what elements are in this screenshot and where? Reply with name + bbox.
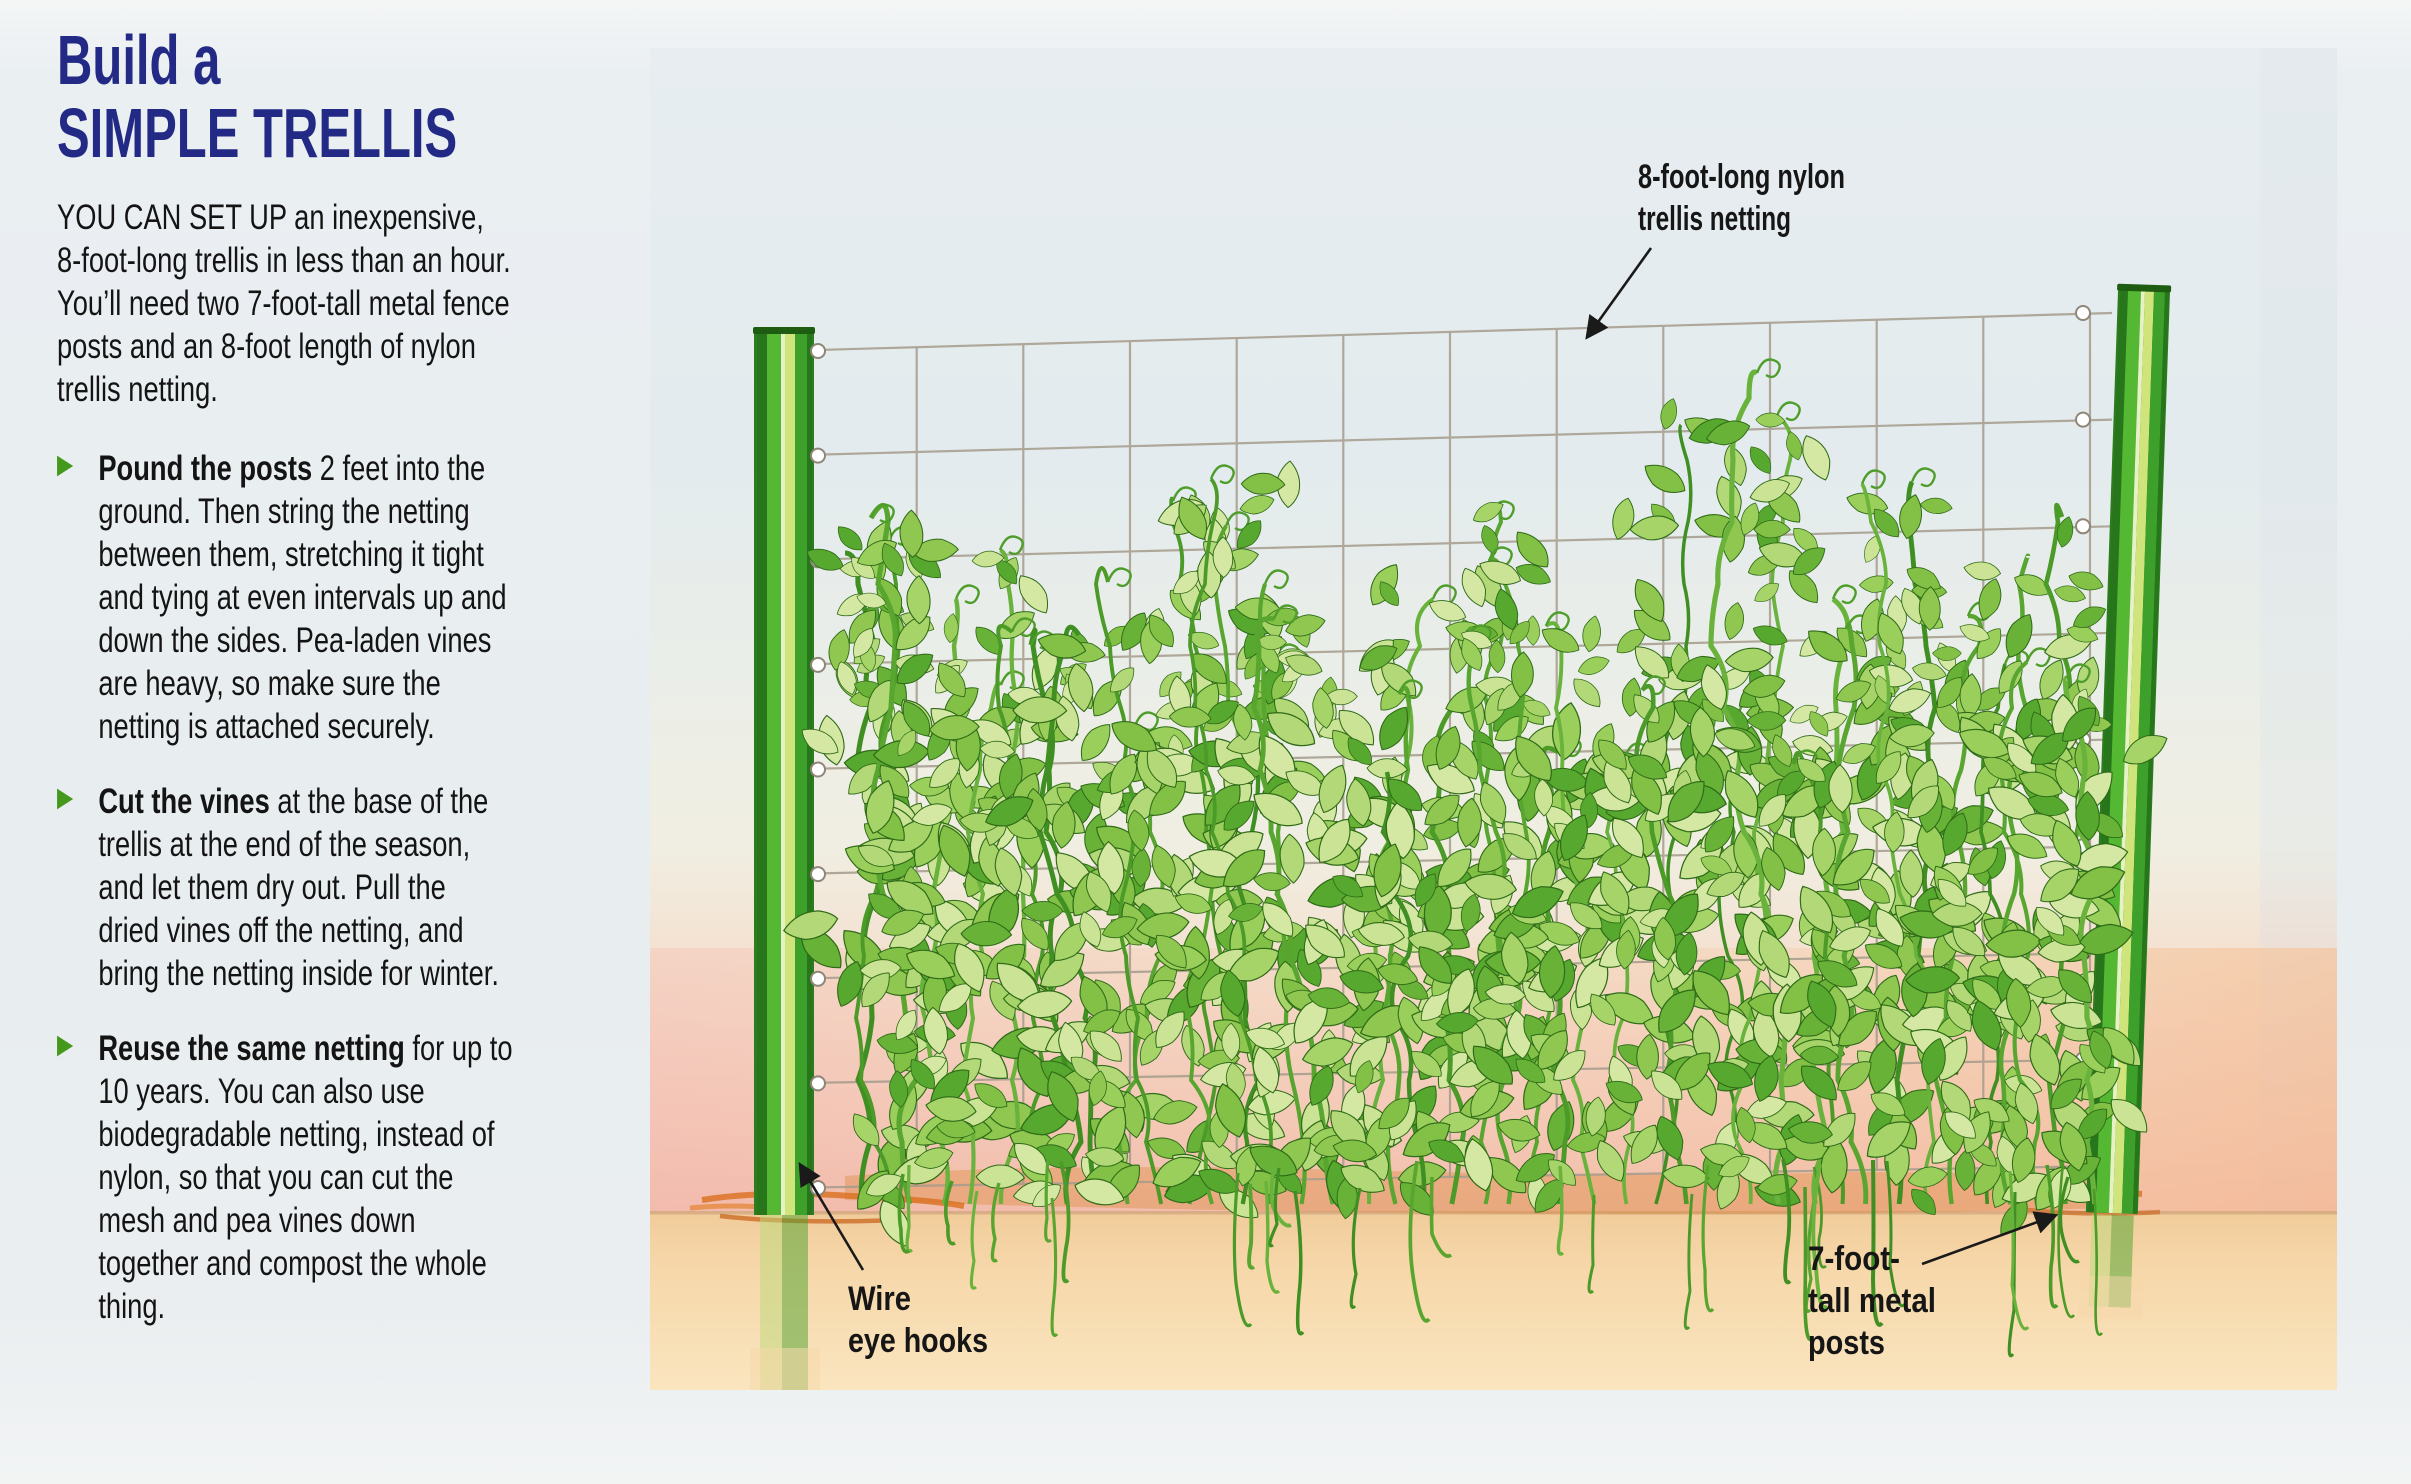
netting-label-line1: 8-foot-long nylon [1638, 158, 1845, 196]
trellis-illustration [650, 48, 2337, 1390]
step-lead: Pound the posts [98, 449, 313, 488]
posts-label-line1: 7-foot- [1808, 1240, 1900, 1278]
bullet-triangle-icon: ▶ [57, 782, 74, 812]
page-title-line2: SIMPLE TRELLIS [57, 94, 458, 172]
step-lead: Reuse the same netting [98, 1029, 405, 1068]
body-text-block [57, 196, 513, 1328]
netting-label-line2: trellis netting [1638, 200, 1791, 238]
step-pound-posts [57, 447, 513, 748]
posts-label-line3: posts [1808, 1324, 1885, 1362]
page-title-line1: Build a [57, 21, 221, 99]
step-lead: Cut the vines [98, 782, 270, 821]
hooks-label-line2: eye hooks [848, 1322, 988, 1360]
step-text: at the base of the trellis at the end of the season, and let them dry out. Pull the dried vines off the netting, and bring the netting inside for winter. [98, 782, 499, 993]
step-text: 2 feet into the ground. Then string the netting between them, stretching it tight and tying at even intervals up and down the sides. Pea-laden vines are heavy, so make sure the netting is attached securely. [98, 449, 507, 746]
step-text: for up to 10 years. You can also use biodegradable netting, instead of nylon, so that you can cut the mesh and pea vines down together and compost the whole thing. [98, 1029, 513, 1326]
posts-label-line2: tall metal [1808, 1282, 1936, 1320]
step-reuse-netting [57, 1027, 513, 1328]
steps-list [57, 447, 513, 1328]
step-cut-vines [57, 780, 513, 995]
bullet-triangle-icon: ▶ [57, 1029, 74, 1059]
intro-paragraph: YOU CAN SET UP an inexpensive, 8-foot-long trellis in less than an hour. You’ll need two 7-foot-tall metal fence posts and an 8-foot length of nylon trellis netting. [57, 198, 511, 409]
trellis-illustration-svg [650, 48, 2337, 1390]
left-column [57, 21, 642, 1360]
page-title [57, 21, 467, 172]
bullet-triangle-icon: ▶ [57, 449, 74, 479]
hooks-label-line1: Wire [848, 1280, 911, 1318]
